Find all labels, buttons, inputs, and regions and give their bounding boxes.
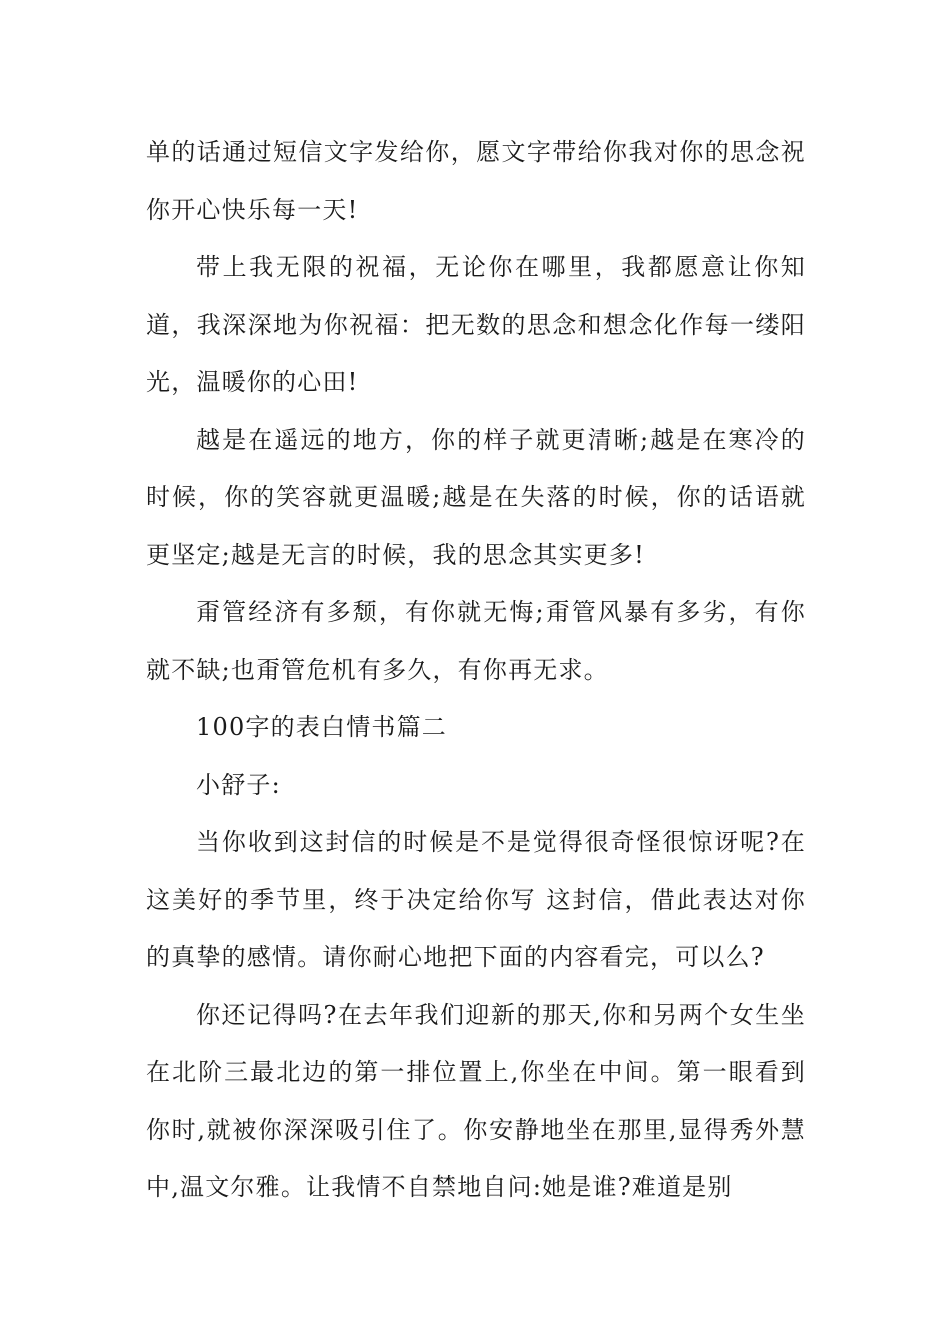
paragraph-letter-intro: 当你收到这封信的时候是不是觉得很奇怪很惊讶呢?在这美好的季节里，终于决定给你写 这封信，借此表达对你的真挚的感情。请你耐心地把下面的内容看完，可以么? bbox=[146, 828, 806, 971]
paragraph-distance: 越是在遥远的地方，你的样子就更清晰;越是在寒冷的时候，你的笑容就更温暖;越是在失落的时候，你的话语就更坚定;越是无言的时候，我的思念其实更多! bbox=[146, 425, 806, 569]
paragraph-no-regret: 甭管经济有多颓，有你就无悔;甭管风暴有多劣，有你就不缺;也甭管危机有多久，有你再无求。 bbox=[146, 598, 806, 684]
section-heading: 100字的表白情书篇二 bbox=[196, 713, 448, 741]
paragraph-continuation: 单的话通过短信文字发给你，愿文字带给你我对你的思念祝你开心快乐每一天! bbox=[146, 138, 806, 224]
paragraph-memory: 你还记得吗?在去年我们迎新的那天,你和另两个女生坐在北阶三最北边的第一排位置上,你坐在中间。第一眼看到你时,就被你深深吸引住了。你安静地坐在那里,显得秀外慧中,温文尔雅。让我情不自禁地自问:她是谁?难道是别 bbox=[146, 1000, 806, 1201]
document-page bbox=[146, 124, 806, 1217]
letter-salutation: 小舒子: bbox=[196, 770, 281, 799]
paragraph-blessing: 带上我无限的祝福，无论你在哪里，我都愿意让你知道，我深深地为你祝福：把无数的思念和想念化作每一缕阳光，温暖你的心田! bbox=[146, 253, 806, 396]
